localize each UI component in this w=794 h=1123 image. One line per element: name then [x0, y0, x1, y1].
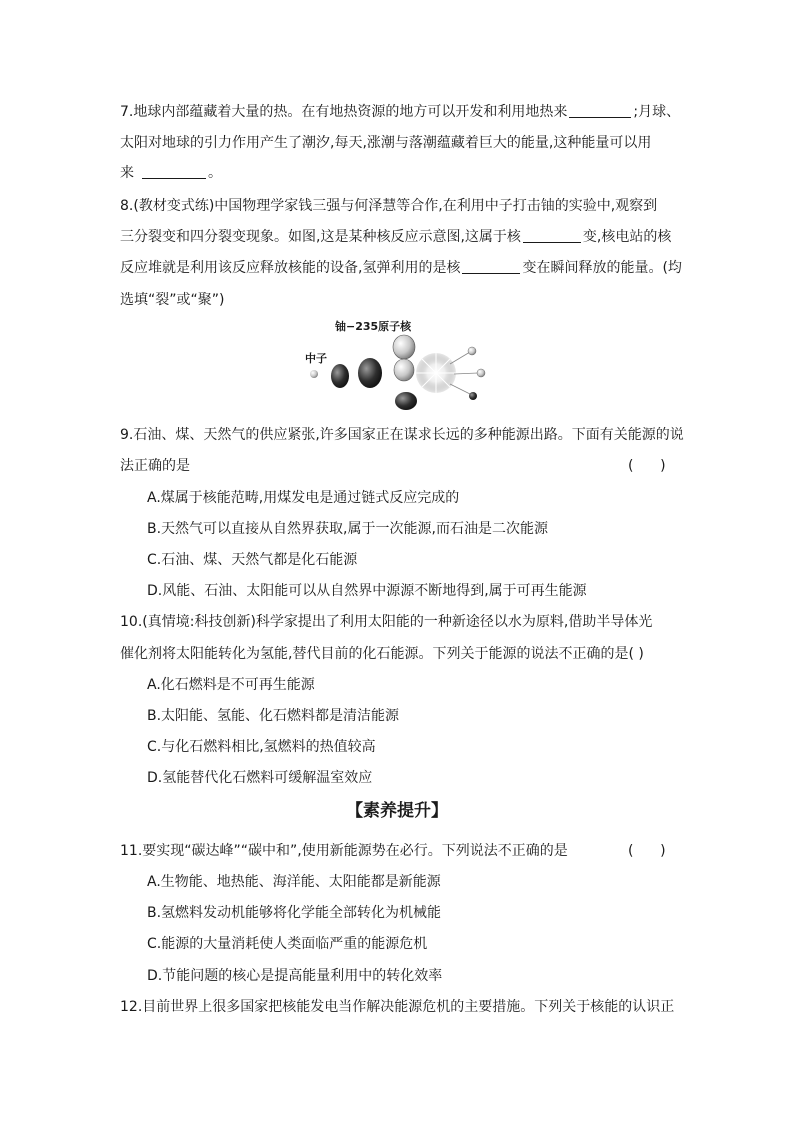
q10-option-d[interactable]: D.氢能替代化石燃料可缓解温室效应	[147, 770, 373, 786]
q9-line-1: 9.石油、煤、天然气的供应紧张,许多国家正在谋求长远的多种能源出路。下面有关能源的说	[120, 427, 684, 443]
answer-parentheses[interactable]: ( )	[628, 458, 666, 474]
fragment-icon	[394, 359, 414, 381]
q8-text: 反应堆就是利用该反应释放核能的设备,氢弹利用的是核	[120, 260, 461, 276]
q9-line-2: 法正确的是	[120, 458, 190, 474]
q7-line-2: 太阳对地球的引力作用产生了潮汐,每天,涨潮与落潮蕴藏着巨大的能量,这种能量可以用	[120, 135, 652, 151]
neutron-icon	[468, 347, 476, 355]
uranium-nucleus-label: 铀−235原子核	[335, 320, 412, 333]
q7-text: 。	[208, 165, 222, 181]
q8-line-2	[120, 227, 671, 247]
q7-line-1	[120, 102, 680, 122]
answer-parentheses[interactable]: ( )	[628, 843, 666, 859]
q11-option-a[interactable]: A.生物能、地热能、海洋能、太阳能都是新能源	[147, 874, 441, 890]
q9-option-a[interactable]: A.煤属于核能范畴,用煤发电是通过链式反应完成的	[147, 490, 460, 506]
q12-line-1: 12.目前世界上很多国家把核能发电当作解决能源危机的主要措施。下列关于核能的认识正	[120, 999, 675, 1015]
q11-option-b[interactable]: B.氢燃料发动机能够将化学能全部转化为机械能	[147, 905, 442, 921]
answer-blank[interactable]	[462, 259, 520, 274]
q9-option-d[interactable]: D.风能、石油、太阳能可以从自然界中源源不断地得到,属于可再生能源	[147, 583, 587, 599]
section-title: 【素养提升】	[346, 801, 448, 821]
q8-line-3	[120, 258, 682, 278]
q10-option-c[interactable]: C.与化石燃料相比,氢燃料的热值较高	[147, 739, 376, 755]
fragment-icon	[393, 335, 415, 359]
q7-line-3	[120, 163, 222, 183]
answer-blank[interactable]	[569, 103, 631, 118]
q7-text: 来	[120, 165, 134, 181]
nucleus-icon	[331, 364, 349, 388]
q10-line-2: 催化剂将太阳能转化为氢能,替代目前的化石能源。下列关于能源的说法不正确的是( )	[120, 646, 644, 662]
q11-option-d[interactable]: D.节能问题的核心是提高能量利用中的转化效率	[147, 968, 443, 984]
q7-text: 7.地球内部蕴藏着大量的热。在有地热资源的地方可以开发和利用地热来	[120, 104, 568, 120]
neutron-label: 中子	[305, 352, 327, 365]
neutron-icon	[477, 369, 485, 377]
q7-text: ;月球、	[633, 104, 681, 120]
nucleus-icon	[358, 358, 382, 388]
q8-text: 三分裂变和四分裂变现象。如图,这是某种核反应示意图,这属于核	[120, 229, 521, 245]
q9-option-b[interactable]: B.天然气可以直接从自然界获取,属于一次能源,而石油是二次能源	[147, 521, 548, 537]
q10-option-a[interactable]: A.化石燃料是不可再生能源	[147, 677, 315, 693]
q8-line-1: 8.(教材变式练)中国物理学家钱三强与何泽慧等合作,在利用中子打击铀的实验中,观察到	[120, 198, 658, 214]
answer-blank[interactable]	[523, 228, 581, 243]
neutron-icon	[310, 370, 318, 378]
q10-line-1: 10.(真情境:科技创新)科学家提出了利用太阳能的一种新途径以水为原料,借助半导体光	[120, 614, 653, 630]
fragment-icon	[395, 392, 417, 410]
fission-illustration	[300, 318, 500, 413]
q8-line-4: 选填“裂”或“聚”)	[120, 292, 225, 308]
q11-line-1: 11.要实现“碳达峰”“碳中和”,使用新能源势在必行。下列说法不正确的是	[120, 843, 568, 859]
q9-option-c[interactable]: C.石油、煤、天然气都是化石能源	[147, 552, 358, 568]
q8-text: 变在瞬间释放的能量。(均	[522, 260, 682, 276]
q11-option-c[interactable]: C.能源的大量消耗使人类面临严重的能源危机	[147, 936, 428, 952]
q10-option-b[interactable]: B.太阳能、氢能、化石燃料都是清洁能源	[147, 708, 400, 724]
neutron-icon	[469, 392, 477, 400]
answer-blank[interactable]	[142, 164, 206, 179]
fission-diagram	[300, 318, 500, 413]
q8-text: 变,核电站的核	[582, 229, 672, 245]
